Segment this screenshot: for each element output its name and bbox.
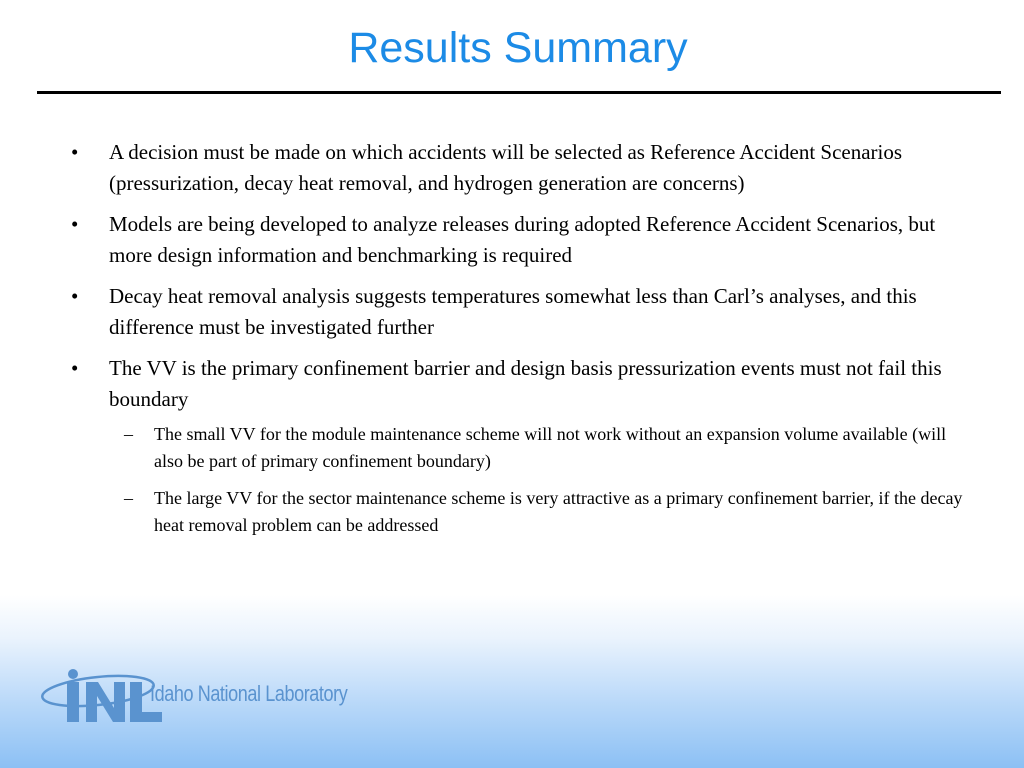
sub-bullet-item [68, 485, 968, 539]
logo-name: Idaho National Laboratory [150, 681, 348, 706]
bullet-list [68, 137, 968, 549]
bullet-text: The VV is the primary confinement barrier and design basis pressurization events must not fail this boundary [109, 356, 942, 411]
bullet-text: Decay heat removal analysis suggests temperatures somewhat less than Carl’s analyses, and this difference must be investigated further [109, 284, 917, 339]
bullet-marker: • [71, 284, 79, 308]
bullet-text: A decision must be made on which accidents will be selected as Reference Accident Scenarios (pressurization, decay heat removal, and hydrogen generation are concerns) [109, 140, 903, 195]
slide-title: Results Summary [348, 24, 688, 72]
bullet-marker: • [71, 212, 79, 236]
sub-bullet-item [68, 421, 968, 475]
bullet-text: Models are being developed to analyze releases during adopted Reference Accident Scenarios, but more design information and benchmarking is required [109, 212, 936, 267]
bullet-item [68, 281, 968, 343]
title-divider [37, 91, 1001, 94]
bullet-item [68, 209, 968, 271]
sub-bullet-text: The large VV for the sector maintenance scheme is very attractive as a primary confinement barrier, if the decay heat removal problem can be addressed [154, 488, 963, 535]
bullet-item [68, 137, 968, 199]
bullet-marker: • [71, 356, 79, 380]
sub-bullet-text: The small VV for the module maintenance scheme will not work without an expansion volume available (will also be part of primary confinement boundary) [154, 424, 947, 471]
sub-bullet-marker: – [124, 424, 133, 444]
bullet-marker: • [71, 140, 79, 164]
sub-bullet-marker: – [124, 488, 133, 508]
bullet-item [68, 353, 968, 415]
